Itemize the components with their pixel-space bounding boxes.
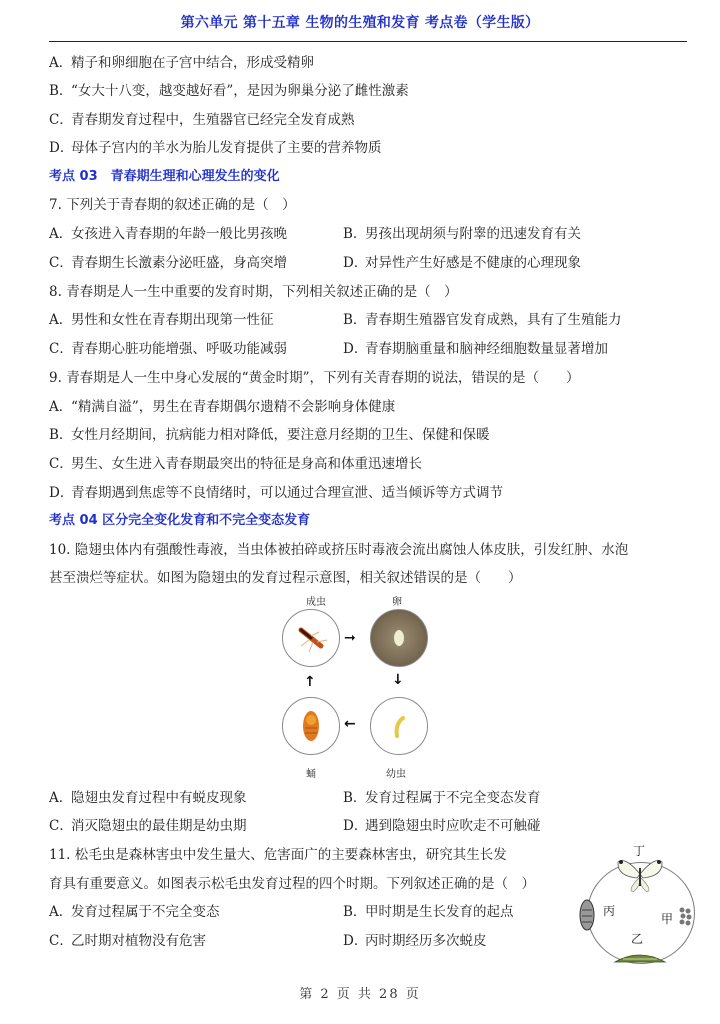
prev-option-d <box>49 139 382 157</box>
prev-option-b <box>49 82 409 100</box>
option-label: D． <box>49 485 74 501</box>
option-text: 青春期心脏功能增强、呼吸功能减弱 <box>71 341 287 357</box>
question-8-option-c <box>49 340 287 358</box>
option-label: C． <box>49 112 73 128</box>
beetle-icon <box>283 610 339 666</box>
pupa-image <box>282 697 340 755</box>
option-label: B． <box>49 427 73 443</box>
question-number: 10. <box>49 542 71 558</box>
option-label: C． <box>49 456 73 472</box>
pupa-icon <box>283 698 339 754</box>
question-7-option-c <box>49 254 287 272</box>
question-10-option-b <box>343 789 541 807</box>
question-7-option-d <box>343 254 581 272</box>
question-9-stem <box>49 369 580 387</box>
pupa-icon <box>578 898 596 932</box>
question-8-option-a <box>49 311 274 329</box>
arrow-right-icon: ➞ <box>344 630 356 646</box>
question-9-option-a <box>49 398 395 416</box>
option-label: D． <box>343 933 368 949</box>
option-text: 青春期脑重量和脑神经细胞数量显著增加 <box>365 341 608 357</box>
question-text: 松毛虫是森林害虫中发生量大、危害面广的主要森林害虫，研究其生长发 <box>74 847 507 863</box>
question-11-option-d <box>343 932 487 950</box>
label-larva: 幼虫 <box>386 769 406 780</box>
label-jia: 甲 <box>661 912 674 926</box>
question-11-stem-line2: 育具有重要意义。如图表示松毛虫发育过程的四个时期。下列叙述正确的是（ ） <box>49 876 535 892</box>
section-heading-03: 考点 03 青春期生理和心理发生的变化 <box>49 169 280 184</box>
option-label: A． <box>49 55 73 71</box>
option-text: 女孩进入青春期的年龄一般比男孩晚 <box>71 226 287 242</box>
option-text: 发育过程属于不完全变态 <box>71 904 220 920</box>
eggs-icon <box>677 906 695 928</box>
label-yi: 乙 <box>631 932 644 946</box>
rove-beetle-lifecycle-figure <box>278 593 444 779</box>
option-label: C． <box>49 818 73 834</box>
option-text: 青春期生长激素分泌旺盛，身高突增 <box>71 255 287 271</box>
arrow-up-icon: ↑ <box>304 674 316 690</box>
option-label: A． <box>49 790 73 806</box>
question-text: 下列关于青春期的叙述正确的是（ ） <box>66 197 296 213</box>
question-11-option-a <box>49 903 220 921</box>
option-label: C． <box>49 933 73 949</box>
option-label: B． <box>343 790 367 806</box>
option-label: B． <box>49 83 73 99</box>
option-label: B． <box>343 312 367 328</box>
question-7-stem <box>49 196 296 214</box>
option-text: 女性月经期间，抗病能力相对降低，要注意月经期的卫生、保健和保暖 <box>71 427 490 443</box>
question-text: 隐翅虫体内有强酸性毒液，当虫体被拍碎或挤压时毒液会流出腐蚀人体皮肤，引发红肿、水泡 <box>74 542 629 558</box>
question-text: 青春期是人一生中重要的发育时期，下列相关叙述正确的是（ ） <box>66 284 458 300</box>
label-bing: 丙 <box>603 904 616 918</box>
label-adult: 成虫 <box>306 597 326 608</box>
adult-beetle-image <box>282 609 340 667</box>
question-8-stem <box>49 283 458 301</box>
question-number: 7. <box>49 197 62 213</box>
question-7-option-b <box>343 225 581 243</box>
question-10-option-a <box>49 789 247 807</box>
option-text: “精满自溢”，男生在青春期偶尔遗精不会影响身体健康 <box>71 399 396 415</box>
question-9-option-c <box>49 455 422 473</box>
option-label: B． <box>343 226 367 242</box>
question-11-option-c <box>49 932 206 950</box>
option-text: 对异性产生好感是不健康的心理现象 <box>365 255 581 271</box>
question-8-option-b <box>343 311 622 329</box>
option-text: 母体子宫内的羊水为胎儿发育提供了主要的营养物质 <box>71 140 382 156</box>
arrow-down-icon: ↓ <box>392 672 404 688</box>
option-text: 青春期发育过程中，生殖器官已经完全发育成熟 <box>71 112 355 128</box>
question-9-option-d <box>49 484 503 502</box>
question-10-option-c <box>49 817 247 835</box>
option-label: A． <box>49 226 73 242</box>
option-label: D． <box>343 255 368 271</box>
caterpillar-icon <box>613 950 667 964</box>
option-text: “女大十八变，越变越好看”，是因为卵巢分泌了雌性激素 <box>71 83 409 99</box>
option-label: C． <box>49 341 73 357</box>
option-text: 男孩出现胡须与附睾的迅速发育有关 <box>365 226 581 242</box>
section-heading-04: 考点 04 区分完全变化发育和不完全变态发育 <box>49 513 311 528</box>
option-label: C． <box>49 255 73 271</box>
question-11-stem-line1 <box>49 846 507 864</box>
butterfly-icon <box>615 856 665 894</box>
document-header-title: 第六单元 第十五章 生物的生殖和发育 考点卷（学生版） <box>180 15 540 31</box>
option-label: D． <box>49 140 74 156</box>
question-number: 8. <box>49 284 62 300</box>
option-text: 丙时期经历多次蜕皮 <box>365 933 487 949</box>
arrow-left-icon: ← <box>344 716 356 732</box>
option-label: A． <box>49 312 73 328</box>
pine-caterpillar-lifecycle-figure <box>575 840 705 970</box>
egg-image <box>370 609 428 667</box>
option-label: B． <box>343 904 367 920</box>
egg-icon <box>371 610 427 666</box>
option-text: 精子和卵细胞在子宫中结合，形成受精卵 <box>71 55 314 71</box>
option-label: D． <box>343 818 368 834</box>
question-9-option-b <box>49 426 490 444</box>
option-text: 男生、女生进入青春期最突出的特征是身高和体重迅速增长 <box>71 456 422 472</box>
question-10-option-d <box>343 817 541 835</box>
option-text: 乙时期对植物没有危害 <box>71 933 206 949</box>
larva-icon <box>371 698 427 754</box>
prev-option-a <box>49 54 314 72</box>
option-label: A． <box>49 399 73 415</box>
question-number: 9. <box>49 370 62 386</box>
option-text: 发育过程属于不完全变态发育 <box>365 790 541 806</box>
option-text: 青春期生殖器官发育成熟，具有了生殖能力 <box>365 312 622 328</box>
header-divider <box>49 41 687 42</box>
option-label: A． <box>49 904 73 920</box>
question-11-option-b <box>343 903 514 921</box>
option-text: 消灭隐翅虫的最佳期是幼虫期 <box>71 818 247 834</box>
larva-image <box>370 697 428 755</box>
option-text: 隐翅虫发育过程中有蜕皮现象 <box>71 790 247 806</box>
label-egg: 卵 <box>392 597 402 608</box>
question-number: 11. <box>49 847 71 863</box>
question-8-option-d <box>343 340 608 358</box>
option-text: 男性和女性在青春期出现第一性征 <box>71 312 274 328</box>
question-10-stem-line2: 甚至溃烂等症状。如图为隐翅虫的发育过程示意图，相关叙述错误的是（ ） <box>49 570 522 586</box>
page-number-footer: 第 2 页 共 28 页 <box>299 987 421 1002</box>
prev-option-c <box>49 111 355 129</box>
label-pupa: 蛹 <box>306 769 316 780</box>
question-text: 青春期是人一生中身心发展的“黄金时期”，下列有关青春期的说法，错误的是（ ） <box>66 370 580 386</box>
question-7-option-a <box>49 225 287 243</box>
option-label: D． <box>343 341 368 357</box>
label-ding: 丁 <box>633 844 646 858</box>
question-10-stem-line1 <box>49 541 628 559</box>
option-text: 甲时期是生长发育的起点 <box>365 904 514 920</box>
option-text: 青春期遇到焦虑等不良情绪时，可以通过合理宣泄、适当倾诉等方式调节 <box>71 485 503 501</box>
option-text: 遇到隐翅虫时应吹走不可触碰 <box>365 818 541 834</box>
